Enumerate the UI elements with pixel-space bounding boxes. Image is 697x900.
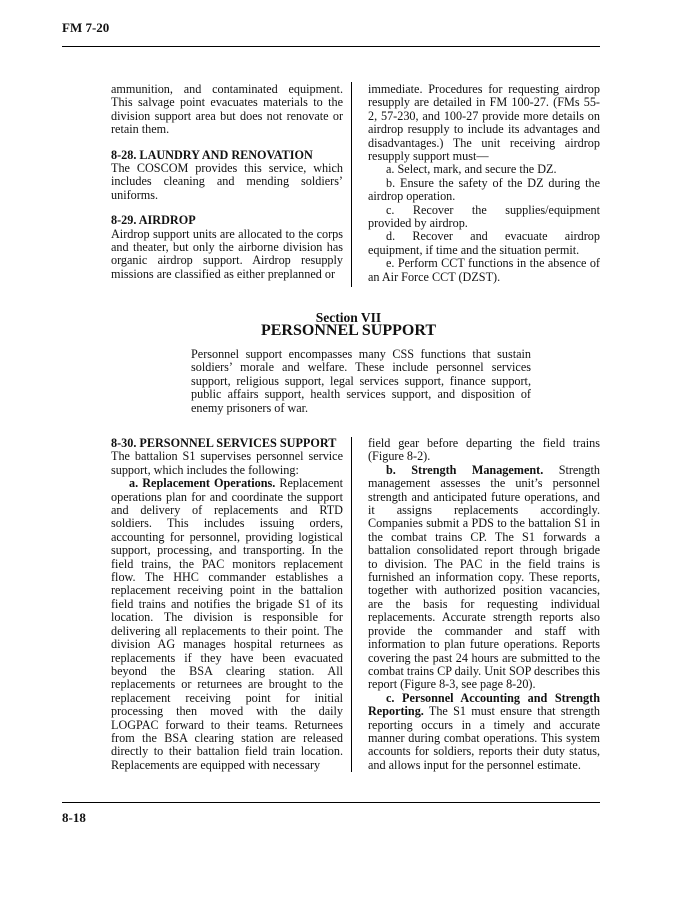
airdrop-item-e: e. Perform CCT functions in the absence of an Air Force CCT (DZST). [368,256,600,284]
airdrop-item-b: b. Ensure the safety of the DZ during the airdrop operation. [368,175,600,204]
strength-management-text: Strength management assesses the unit’s personnel strength and anticipated future operations, and it assigns replacements accordingly. Companies submit a PDS to the battalion S1 in the combat trains CP. The S1 forwards a battalion consolidated report through brigade to division. The PAC in the field trains is furnished an information copy. These reports, together with authorized position vacancies, are the basis for requesting individual replacements. Accurate strength reports also provide the commander and staff with information to plan future operations. Reports covering the past 24 hours are submitted to the combat trains CP daily. Unit SOP describes this report (Figure 8-3, see page 8-20). [368,462,601,692]
replacement-operations-paragraph [111,477,343,772]
personnel-accounting-text: The S1 must ensure that strength reporting occurs in a timely and accurate manner during combat operations. This system accounts for soldiers, reports their duty status, and allows input for the personnel estimate. [368,704,600,772]
salvage-paragraph: ammunition, and contaminated equipment. This salvage point evacuates materials to the division support area but does not renovate or retain them. [111,82,343,137]
header-rule [62,46,600,47]
personnel-accounting-runin: c. Personnel Accounting and Strength Reporting. [368,690,600,719]
personnel-accounting-paragraph [368,692,600,772]
airdrop-paragraph: Airdrop support units are allocated to the corps and theater, but only the airborne division has organic airdrop support. Airdrop resupply missions are classified as either preplanned or [111,226,343,281]
airdrop-procedures-paragraph: immediate. Procedures for requesting airdrop resupply are detailed in FM 100-27. (FMs 55-2, 57-230, and 100-27 provide more details on airdrop resupply to include its advantages and disadvantages.) The unit receiving airdrop resupply support must— [368,82,600,164]
top-left-column [111,83,343,281]
footer-rule [62,802,600,803]
strength-management-paragraph [368,464,600,692]
laundry-paragraph: The COSCOM provides this service, which includes cleaning and mending soldiers’ uniforms. [111,161,343,202]
airdrop-heading: 8-29. AIRDROP [111,213,196,228]
column-divider-top [351,82,352,287]
personnel-services-heading: 8-30. PERSONNEL SERVICES SUPPORT [111,436,337,450]
personnel-services-intro: The battalion S1 supervises personnel service support, which includes the following: [111,449,343,477]
section-intro: Personnel support encompasses many CSS functions that sustain soldiers’ morale and welfare. These include personnel services support, religious support, legal services support, finance support, public affairs support, health services support, and disposition of enemy prisoners of war. [191,347,531,415]
bottom-left-column [111,437,343,772]
top-right-column [368,83,600,284]
airdrop-item-a: a. Select, mark, and secure the DZ. [386,162,557,177]
section-label: Section VII [315,310,382,325]
running-header: FM 7-20 [62,20,110,35]
field-gear-paragraph: field gear before departing the field trains (Figure 8-2). [368,436,600,464]
replacement-operations-runin: a. Replacement Operations. [129,476,276,491]
column-divider-bottom [351,437,352,772]
airdrop-item-c: c. Recover the supplies/equipment provided by airdrop. [368,202,600,231]
section-title: PERSONNEL SUPPORT [260,322,437,339]
bottom-right-column [368,437,600,772]
replacement-operations-text: Replacement operations plan for and coordinate the support and delivery of replacements and RTD soldiers. This includes issuing orders, accounting for personnel, providing logistical support, processing, and transporting. In the field trains, the PAC monitors replacement flow. The HHC commander establishes a replacement receiving point in the battalion field trains and notifies the brigade S1 of its location. The division is responsible for delivering all replacements to their point. The division AG manages hospital returnees as replacements if they have been evacuated beyond the BSA clearing station. All replacements or returnees are brought to the replacement receiving point for initial processing then moved with the daily LOGPAC forward to their teams. Returnees from the BSA clearing station are released directly to their battalion field train location. Replacements are equipped with necessary [111,476,343,772]
laundry-heading: 8-28. LAUNDRY AND RENOVATION [111,147,313,162]
strength-management-runin: b. Strength Management. [386,462,544,477]
airdrop-item-d: d. Recover and evacuate airdrop equipment, if time and the situation permit. [368,229,600,257]
page-number: 8-18 [62,810,86,825]
